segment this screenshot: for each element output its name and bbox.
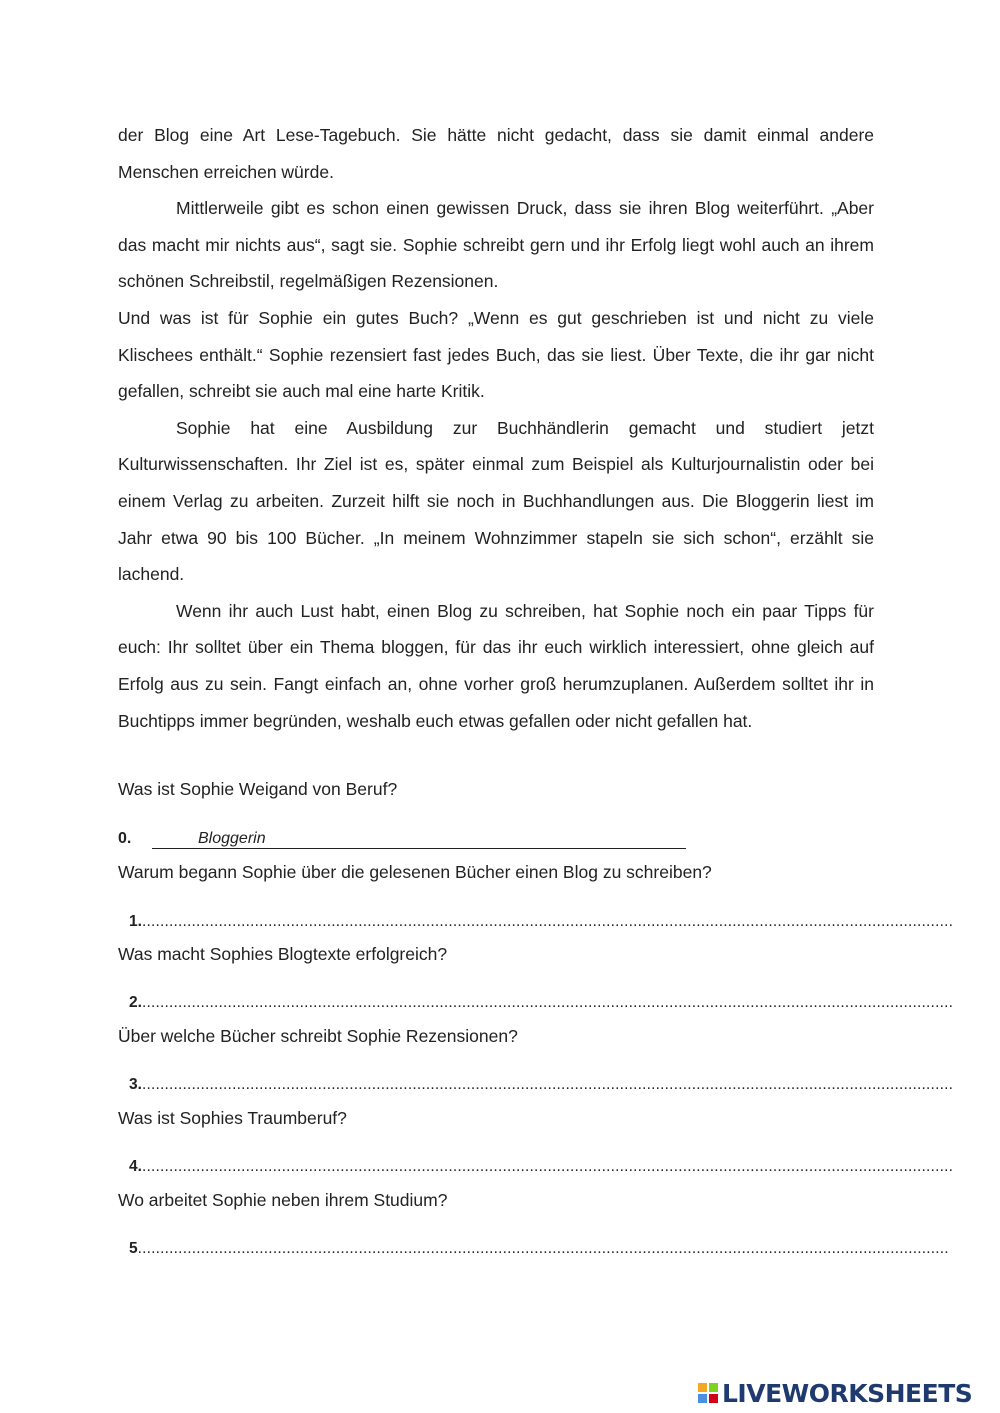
answer-field-2[interactable]: 2..................................................................................................................................................................................... bbox=[129, 994, 954, 1011]
question-5: Wo arbeitet Sophie neben ihrem Studium? bbox=[118, 1190, 448, 1210]
liveworksheets-logo bbox=[698, 1378, 972, 1408]
article-text bbox=[118, 117, 874, 739]
answer-number-2: 2. bbox=[129, 994, 142, 1011]
question-3: Über welche Bücher schreibt Sophie Rezensionen? bbox=[118, 1026, 518, 1046]
answer-field-4[interactable]: 4..................................................................................................................................................................................... bbox=[129, 1158, 954, 1175]
question-1: Warum begann Sophie über die gelesenen Bücher einen Blog zu schreiben? bbox=[118, 862, 712, 882]
article-paragraph-1: der Blog eine Art Lese-Tagebuch. Sie hätte nicht gedacht, dass sie damit einmal andere Menschen erreichen würde. bbox=[118, 125, 874, 182]
answer-field-3[interactable]: 3..................................................................................................................................................................................... bbox=[129, 1076, 954, 1093]
example-number: 0. bbox=[118, 830, 132, 847]
example-question: Was ist Sophie Weigand von Beruf? bbox=[118, 779, 398, 799]
question-4: Was ist Sophies Traumberuf? bbox=[118, 1108, 347, 1128]
answer-field-1[interactable]: 1..................................................................................................................................................................................... bbox=[129, 913, 954, 930]
answer-number-3: 3. bbox=[129, 1076, 142, 1093]
answer-number-4: 4. bbox=[129, 1158, 142, 1175]
article-paragraph-3: Und was ist für Sophie ein gutes Buch? „Wenn es gut geschrieben ist und nicht zu viele Klischees enthält.“ Sophie rezensiert fast jedes Buch, das sie liest. Über Texte, die ihr gar nicht gefallen, schreibt sie auch mal eine harte Kritik. bbox=[118, 307, 874, 402]
logo-mark-icon bbox=[698, 1383, 718, 1403]
answer-number-5: 5 bbox=[129, 1240, 138, 1257]
answer-field-5[interactable]: 5.................................................................................................................................................................................... bbox=[129, 1240, 949, 1257]
article-paragraph-4: Sophie hat eine Ausbildung zur Buchhändlerin gemacht und studiert jetzt Kulturwissenschaften. Ihr Ziel ist es, später einmal zum Beispiel als Kulturjournalistin oder bei einem Verlag zu arbeiten. Zurzeit hilft sie noch in Buchhandlungen aus. Die Bloggerin liest im Jahr etwa 90 bis 100 Bücher. „In meinem Wohnzimmer stapeln sie sich schon“, erzählt sie lachend. bbox=[118, 417, 874, 585]
answer-number-1: 1. bbox=[129, 913, 142, 930]
logo-text: LIVEWORKSHEETS bbox=[722, 1378, 973, 1408]
article-paragraph-2: Mittlerweile gibt es schon einen gewissen Druck, dass sie ihren Blog weiterführt. „Aber das macht mir nichts aus“, sagt sie. Sophie schreibt gern und ihr Erfolg liegt wohl auch an ihrem schönen Schreibstil, regelmäßigen Rezensionen. bbox=[118, 198, 874, 292]
article-paragraph-5: Wenn ihr auch Lust habt, einen Blog zu schreiben, hat Sophie noch ein paar Tipps für euch: Ihr solltet über ein Thema bloggen, für das ihr euch wirklich interessiert, ohne gleich auf Erfolg aus zu sein. Fangt einfach an, ohne vorher groß herumzuplanen. Außerdem solltet ihr in Buchtipps immer begründen, weshalb euch etwas gefallen oder nicht gefallen hat. bbox=[118, 600, 874, 731]
question-2: Was macht Sophies Blogtexte erfolgreich? bbox=[118, 944, 448, 964]
example-answer: Bloggerin bbox=[198, 830, 266, 847]
